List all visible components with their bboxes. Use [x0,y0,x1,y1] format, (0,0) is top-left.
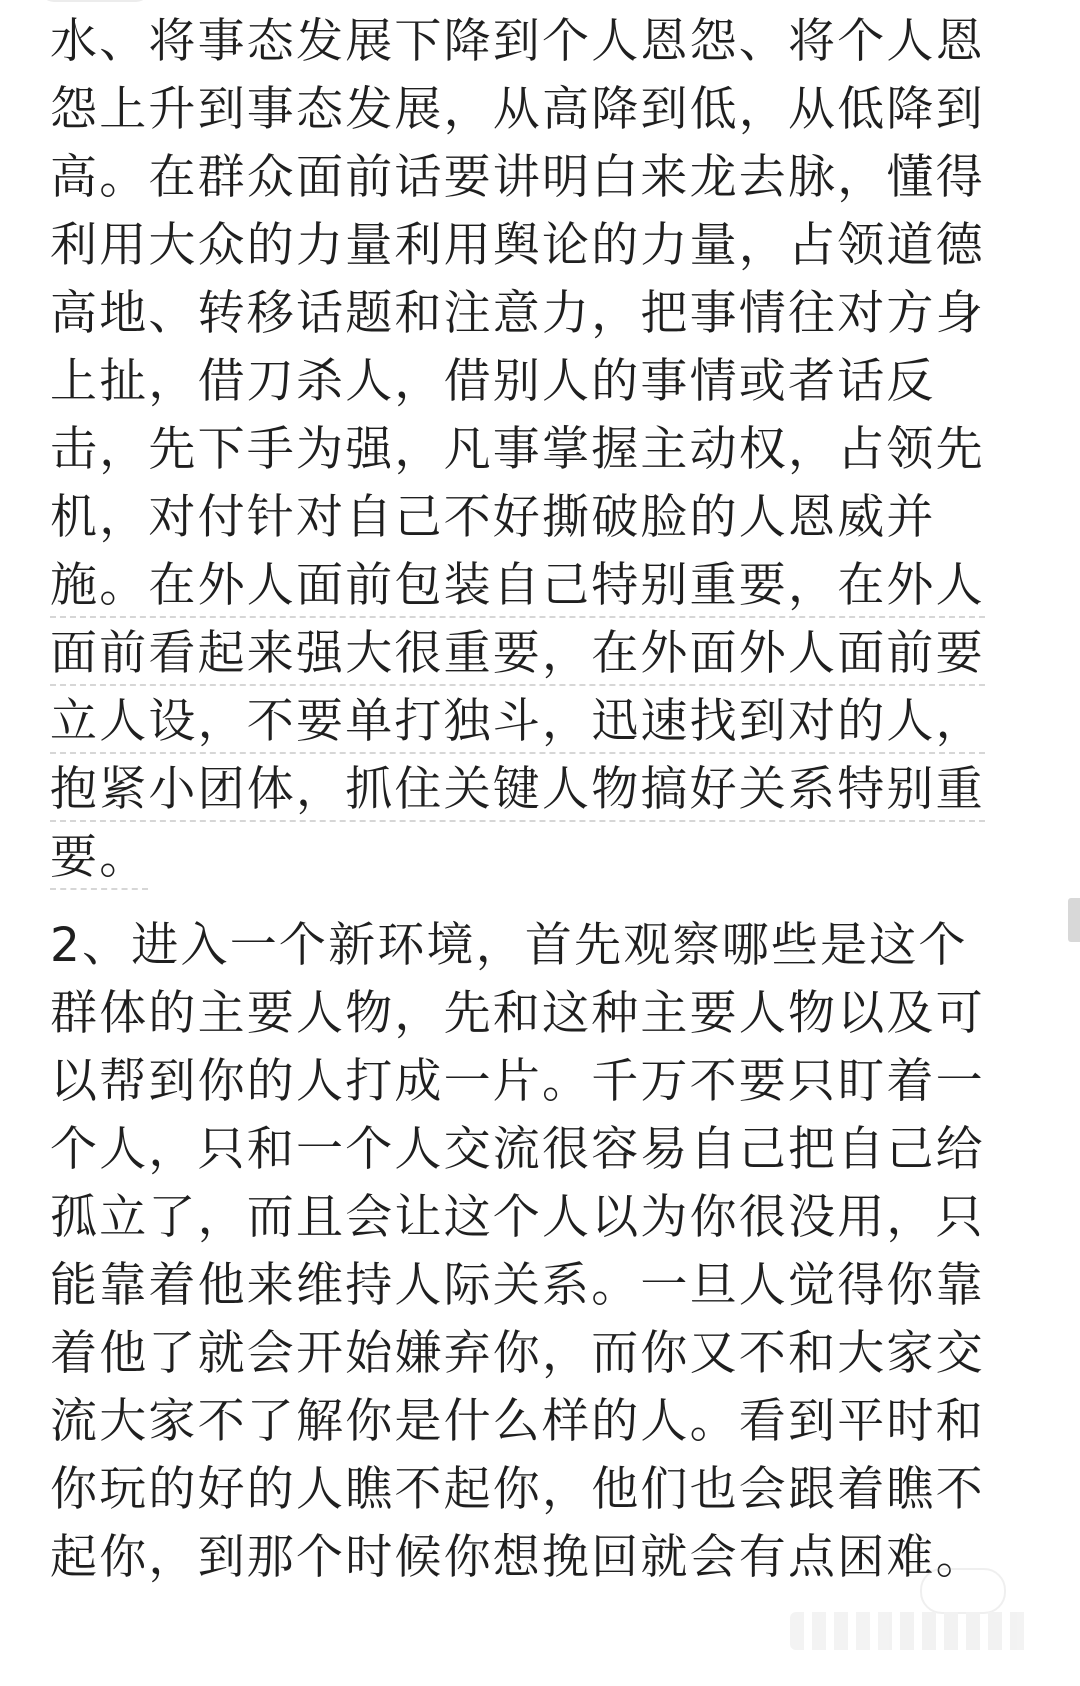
text-line-10: 面前看起来强大很重要，在外面外人面前要 [50,626,985,686]
watermark [790,1612,1030,1652]
text-line-2: 怨上升到事态发展，从高降到低，从低降到 [50,82,985,137]
text-line-21: 流大家不了解你是什么样的人。看到平时和 [50,1394,985,1449]
text-line-19: 能靠着他来维持人际关系。一旦人觉得你靠 [50,1258,985,1313]
text-line-18: 孤立了，而且会让这个人以为你很没用，只 [50,1190,985,1245]
text-line-12: 抱紧小团体，抓住关键人物搞好关系特别重 [50,762,985,822]
text-line-22: 你玩的好的人瞧不起你，他们也会跟着瞧不 [50,1462,985,1517]
watermark-logo-icon [920,1568,1006,1614]
watermark-text-mark [790,1612,1030,1650]
text-line-13: 要。 [50,830,148,890]
text-line-6: 上扯，借刀杀人，借别人的事情或者话反 [50,354,936,409]
text-line-9: 施。在外人面前包装自己特别重要，在外人 [50,558,985,618]
text-line-20: 着他了就会开始嫌弃你，而你又不和大家交 [50,1326,985,1381]
text-line-17: 个人，只和一个人交流很容易自己把自己给 [50,1122,985,1177]
text-line-16: 以帮到你的人打成一片。千万不要只盯着一 [50,1054,985,1109]
top-tab-edge [40,0,150,2]
text-line-3: 高。在群众面前话要讲明白来龙去脉，懂得 [50,150,985,205]
text-line-1: 水、将事态发展下降到个人恩怨、将个人恩 [50,14,985,69]
text-line-14: 2、进入一个新环境，首先观察哪些是这个 [50,918,968,973]
scrollbar-thumb[interactable] [1068,898,1080,942]
text-line-8: 机，对付针对自己不好撕破脸的人恩威并 [50,490,936,545]
text-line-23: 起你，到那个时候你想挽回就会有点困难。 [50,1530,985,1585]
text-line-5: 高地、转移话题和注意力，把事情往对方身 [50,286,985,341]
text-line-11: 立人设，不要单打独斗，迅速找到对的人， [50,694,985,754]
text-line-7: 击，先下手为强，凡事掌握主动权，占领先 [50,422,985,477]
text-line-4: 利用大众的力量利用舆论的力量，占领道德 [50,218,985,273]
text-line-15: 群体的主要人物，先和这种主要人物以及可 [50,986,985,1041]
